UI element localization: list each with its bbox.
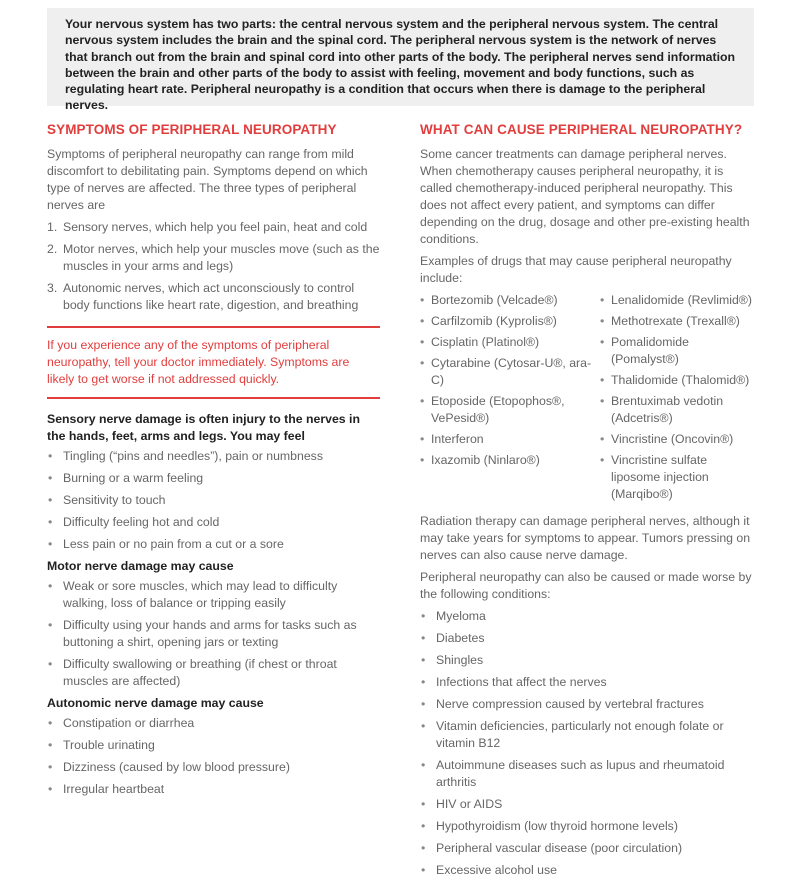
warning-callout [47,326,380,399]
motor-heading: Motor nerve damage may cause [47,559,234,573]
list-item: • Lenalidomide (Revlimid®) [600,292,755,309]
list-item: • Constipation or diarrhea [47,715,380,732]
list-item: 3. Autonomic nerves, which act unconsciously to control body functions like heart rate, digestion, and breathing [47,281,359,312]
list-item: • Difficulty using your hands and arms for tasks such as buttoning a shirt, opening jars or texting [47,617,380,651]
intro-box [47,8,754,113]
drugs-intro: Examples of drugs that may cause peripheral neuropathy include: [420,254,732,285]
drugs-column-1 [420,292,600,507]
list-item: • Cisplatin (Platinol®) [420,334,600,351]
list-item: • Sensitivity to touch [47,492,380,509]
intro-text: Your nervous system has two parts: the central nervous system and the peripheral nervous system. The central nervous system includes the brain and the spinal cord. The peripheral nervous system is the network of nerves that branch out from the brain and spinal cord into other parts of the body. The peripheral nerves send information between the brain and other parts of the body to assist with feeling, movement and body functions, such as regulating heart rate. Peripheral neuropathy is a condition that occurs when there is damage to the peripheral nerves. [65,17,736,113]
radiation-paragraph: Radiation therapy can damage peripheral nerves, although it may take years for symptoms to appear. Tumors pressing on nerves can also cause nerve damage. [420,514,751,562]
causes-heading: WHAT CAN CAUSE PERIPHERAL NEUROPATHY? [420,122,743,137]
list-item: • Dizziness (caused by low blood pressure) [47,759,380,776]
list-item: • Hypothyroidism (low thyroid hormone levels) [420,818,755,835]
list-item: • Ixazomib (Ninlaro®) [420,452,600,469]
conditions-intro: Peripheral neuropathy can also be caused or made worse by the following conditions: [420,570,752,601]
list-item: • Trouble urinating [47,737,380,754]
symptoms-column [47,122,380,803]
list-item: • Shingles [420,652,755,669]
list-item: • Brentuximab vedotin (Adcetris®) [600,393,755,427]
list-item: • Carfilzomib (Kyprolis®) [420,313,600,330]
warning-text: If you experience any of the symptoms of peripheral neuropathy, tell your doctor immediately. Symptoms are likely to get worse if not addressed quickly. [47,338,350,386]
list-item: • Peripheral vascular disease (poor circulation) [420,840,755,857]
list-item: • Burning or a warm feeling [47,470,380,487]
causes-column [420,122,755,884]
list-item: • Vincristine sulfate liposome injection (Marqibo®) [600,452,755,503]
list-item: • Vitamin deficiencies, particularly not enough folate or vitamin B12 [420,718,755,752]
sensory-heading: Sensory nerve damage is often injury to the nerves in the hands, feet, arms and legs. You may feel [47,412,360,443]
drugs-list [420,292,755,507]
autonomic-heading: Autonomic nerve damage may cause [47,696,264,710]
list-item: • Diabetes [420,630,755,647]
list-item: 2. Motor nerves, which help your muscles move (such as the muscles in your arms and legs) [47,242,380,273]
list-item: • Interferon [420,431,600,448]
list-item: • Nerve compression caused by vertebral fractures [420,696,755,713]
nerve-types-list [47,219,380,314]
causes-paragraph: Some cancer treatments can damage peripheral nerves. When chemotherapy causes peripheral neuropathy, it is called chemotherapy-induced peripheral neuropathy. This does not affect every patient, and symptoms can differ depending on the drug, dosage and other pre-existing health conditions. [420,147,750,246]
list-item: • Infections that affect the nerves [420,674,755,691]
list-item: • Pomalidomide (Pomalyst®) [600,334,755,368]
list-item: • Etoposide (Etopophos®, VePesid®) [420,393,600,427]
list-item: • Cytarabine (Cytosar-U®, ara-C) [420,355,600,389]
list-item: • Excessive alcohol use [420,862,755,879]
list-item: • Irregular heartbeat [47,781,380,798]
list-item: • Tingling (“pins and needles”), pain or numbness [47,448,380,465]
drugs-column-2 [600,292,755,507]
sensory-list [47,448,380,553]
motor-list [47,578,380,690]
list-item: • Autoimmune diseases such as lupus and rheumatoid arthritis [420,757,755,791]
conditions-list [420,608,755,879]
list-item: • Vincristine (Oncovin®) [600,431,755,448]
list-item: • Thalidomide (Thalomid®) [600,372,755,389]
list-item: • Myeloma [420,608,755,625]
symptoms-heading: SYMPTOMS OF PERIPHERAL NEUROPATHY [47,122,337,137]
autonomic-list [47,715,380,798]
list-item: • Bortezomib (Velcade®) [420,292,600,309]
list-item: • Methotrexate (Trexall®) [600,313,755,330]
symptoms-paragraph: Symptoms of peripheral neuropathy can range from mild discomfort to debilitating pain. Symptoms depend on which type of nerves are affected. The three types of peripheral nerves are [47,147,368,212]
list-item: • Difficulty swallowing or breathing (if chest or throat muscles are affected) [47,656,380,690]
list-item: • HIV or AIDS [420,796,755,813]
list-item: • Less pain or no pain from a cut or a sore [47,536,380,553]
list-item: • Weak or sore muscles, which may lead to difficulty walking, loss of balance or tripping easily [47,578,380,612]
list-item: • Difficulty feeling hot and cold [47,514,380,531]
list-item: 1. Sensory nerves, which help you feel pain, heat and cold [47,220,368,234]
